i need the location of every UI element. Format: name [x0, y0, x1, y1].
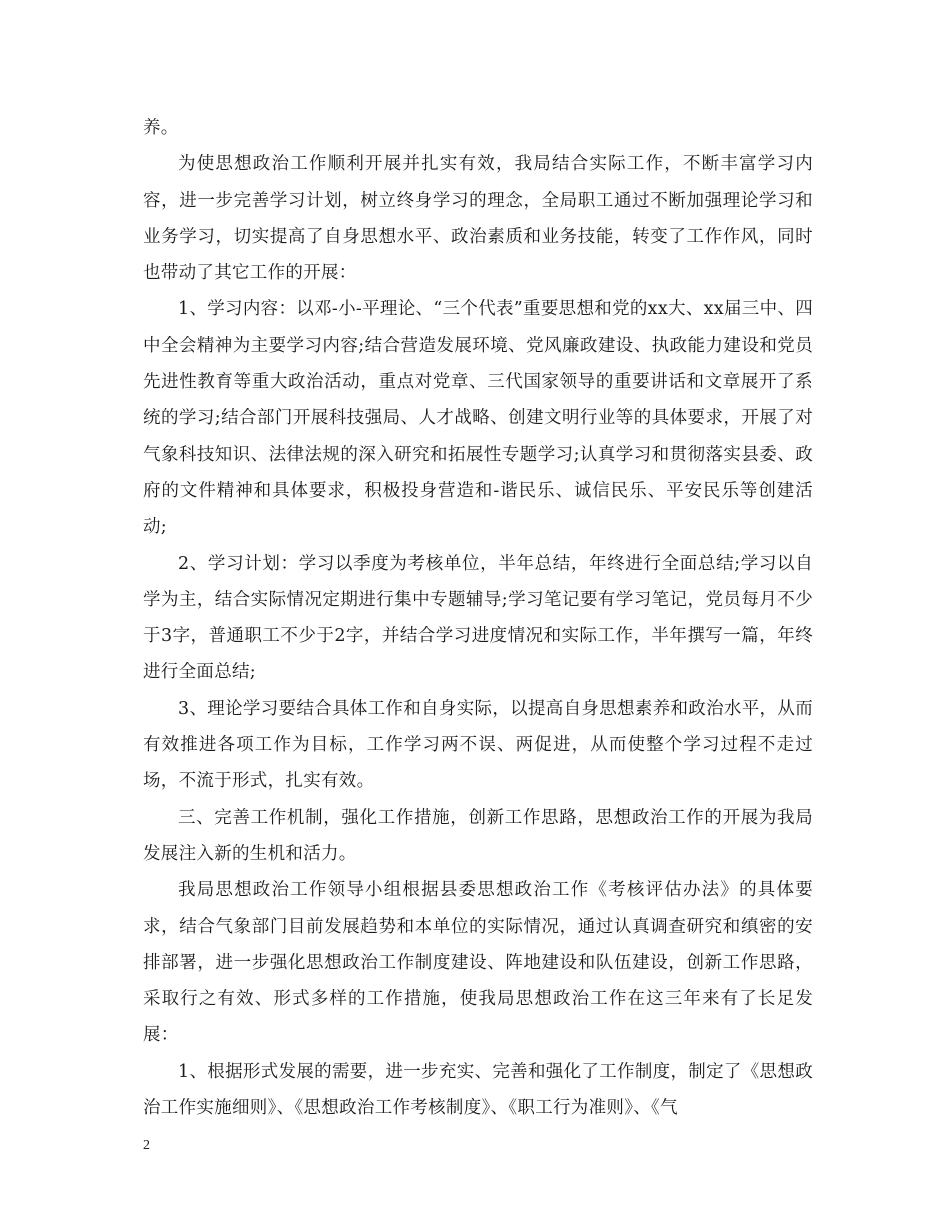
section-heading-three: 三、完善工作机制，强化工作措施，创新工作思路，思想政治工作的开展为我局发展注入新的生机和活力。 — [143, 807, 813, 864]
paragraph-intro: 为使思想政治工作顺利开展并扎实有效，我局结合实际工作，不断丰富学习内容，进一步完善学习计划，树立终身学习的理念，全局职工通过不断加强理论学习和业务学习，切实提高了自身思想水平、政治素质和业务技能，转变了工作作风，同时也带动了其它工作的开展： — [143, 154, 813, 284]
page-number: 2 — [143, 1138, 150, 1153]
paragraph-work-rules: 1、根据形式发展的需要，进一步充实、完善和强化了工作制度，制定了《思想政治工作实施细则》、《思想政治工作考核制度》、《职工行为准则》、《气 — [143, 1061, 813, 1119]
paragraph-study-content: 1、学习内容：以邓-小-平理论、“三个代表”重要思想和党的xx大、xx届三中、四中全会精神为主要学习内容;结合营造发展环境、党风廉政建设、执政能力建设和党员先进性教育等重大政治活动，重点对党章、三代国家领导的重要讲话和文章展开了系统的学习;结合部门开展科技强局、人才战略、创建文明行业等的具体要求，开展了对气象科技知识、法律法规的深入研究和拓展性专题学习;认真学习和贯彻落实县委、政府的文件精神和具体要求，积极投身营造和-谐民乐、诚信民乐、平安民乐等创建活动; — [143, 299, 813, 538]
paragraph-work-mechanism: 我局思想政治工作领导小组根据县委思想政治工作《考核评估办法》的具体要求，结合气象部门目前发展趋势和本单位的实际情况，通过认真调查研究和缜密的安排部署，进一步强化思想政治工作制度建设、阵地建设和队伍建设，创新工作思路，采取行之有效、形式多样的工作措施，使我局思想政治工作在这三年来有了长足发展： — [143, 880, 813, 1046]
paragraph-study-plan: 2、学习计划：学习以季度为考核单位，半年总结，年终进行全面总结;学习以自学为主，结合实际情况定期进行集中专题辅导;学习笔记要有学习笔记，党员每月不少于3字，普通职工不少于2字，并结合学习进度情况和实际工作，半年撰写一篇，年终进行全面总结; — [143, 553, 813, 683]
document-body — [143, 110, 813, 1126]
paragraph-continuation: 养。 — [143, 118, 179, 138]
paragraph-theory-study: 3、理论学习要结合具体工作和自身实际，以提高自身思想素养和政治水平，从而有效推进各项工作为目标，工作学习两不误、两促进，从而使整个学习过程不走过场，不流于形式，扎实有效。 — [143, 698, 813, 792]
